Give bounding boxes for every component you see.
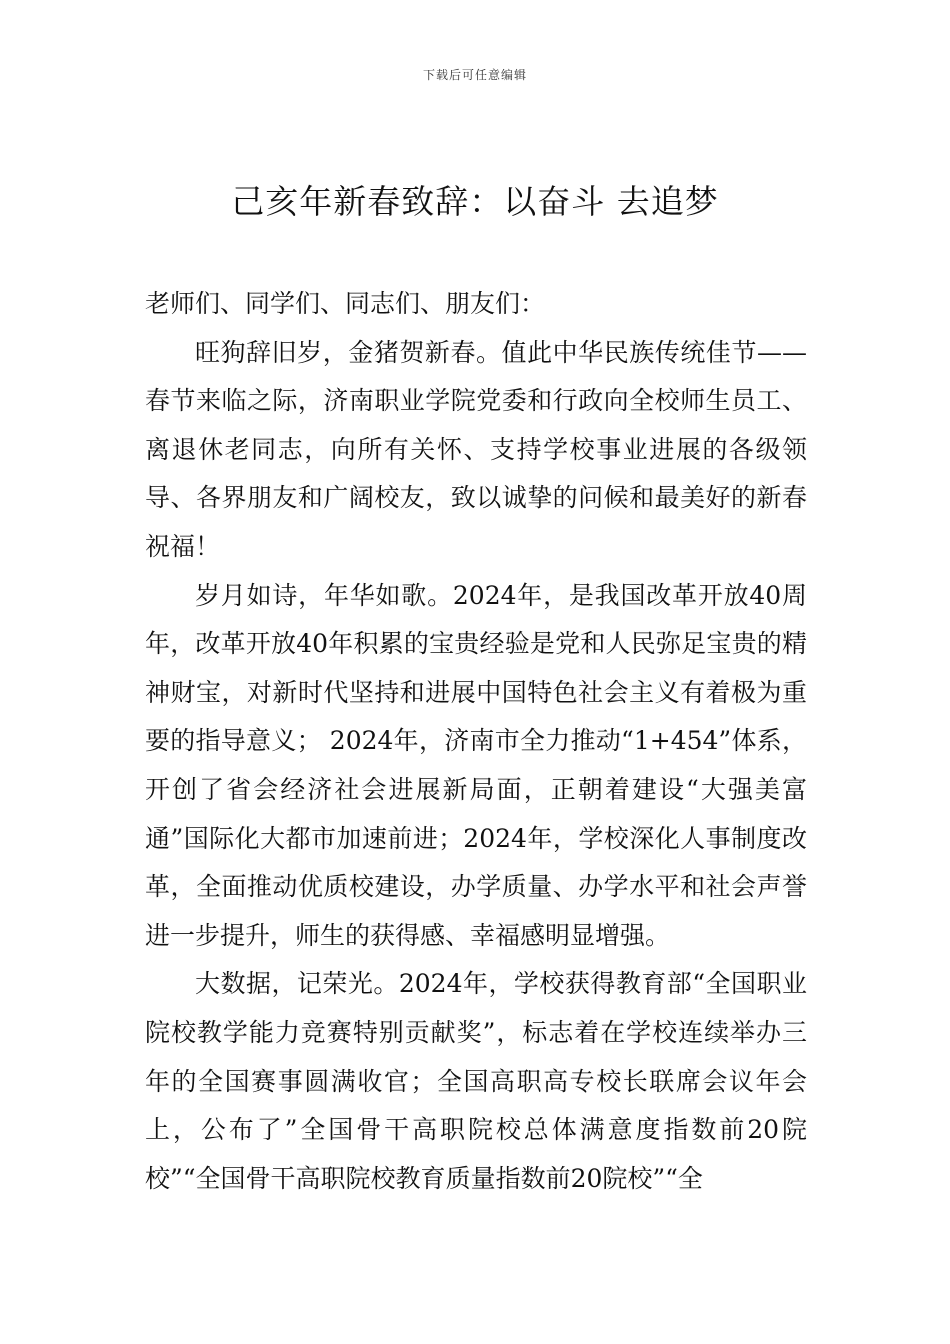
page-header-note: 下载后可任意编辑 — [422, 68, 527, 82]
document-title: 己亥年新春致辞：以奋斗 去追梦 — [231, 182, 719, 221]
document-body — [145, 280, 807, 1203]
paragraph-review: 岁月如诗，年华如歌。2024年，是我国改革开放40周年，改革开放40年积累的宝贵经验是党和人民弥足宝贵的精神财宝，对新时代坚持和进展中国特色社会主义有着极为重要的指导意义； 2024年，济南市全力推动“1+454”体系，开创了省会经济社会进展新局面，正朝着建设“大强美富通”国际化大都市加速前进；2024年，学校深化人事制度改革，全面推动优质校建设，办学质量、办学水平和社会声誉进一步提升，师生的获得感、幸福感明显增强。 — [145, 580, 807, 950]
paragraph-greeting: 旺狗辞旧岁，金猪贺新春。值此中华民族传统佳节——春节来临之际，济南职业学院党委和行政向全校师生员工、离退休老同志，向所有关怀、支持学校事业进展的各级领导、各界朋友和广阔校友，致以诚挚的问候和最美好的新春祝福！ — [145, 337, 807, 561]
paragraph-achievements: 大数据，记荣光。2024年，学校获得教育部“全国职业院校教学能力竞赛特别贡献奖”，标志着在学校连续举办三年的全国赛事圆满收官；全国高职高专校长联席会议年会上，公布了”全国骨干高职院校总体满意度指数前20院校”“全国骨干高职院校教育质量指数前20院校”“全 — [145, 969, 807, 1193]
salutation: 老师们、同学们、同志们、朋友们： — [145, 289, 546, 318]
